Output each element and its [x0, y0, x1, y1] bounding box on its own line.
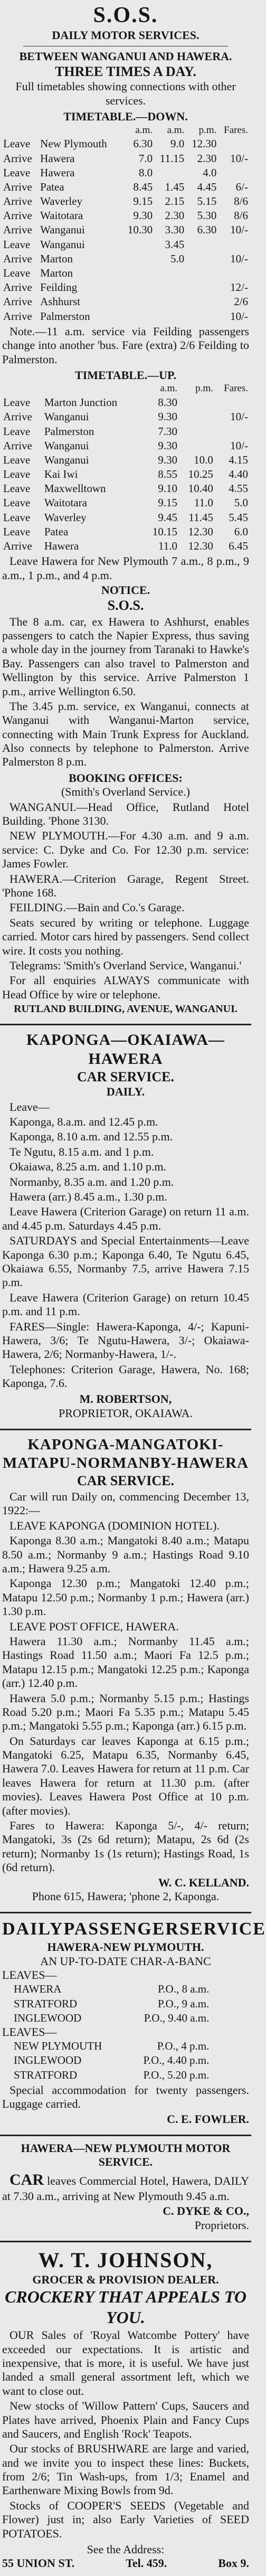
timetable-cell	[214, 395, 249, 410]
sos-down-header	[2, 124, 249, 137]
ad-divider	[0, 2135, 251, 2136]
daily-town: INGLEWOOD	[14, 2054, 82, 2067]
timetable-cell: Arrive	[3, 295, 32, 308]
timetable-cell	[185, 252, 217, 266]
col-head: p.m.	[195, 383, 213, 394]
timetable-row	[2, 525, 249, 539]
timetable-row	[2, 280, 249, 295]
timetable-cell: 8/6	[234, 195, 248, 208]
timetable-cell: Wanganui	[40, 223, 85, 237]
timetable-cell: 11.45	[188, 511, 213, 524]
timetable-cell: Ashhurst	[40, 295, 80, 308]
timetable-cell: 9.30	[158, 439, 178, 452]
timetable-cell: 10/-	[230, 252, 248, 265]
timetable-cell: Leave	[3, 166, 31, 179]
timetable-cell: 12.30	[192, 137, 217, 150]
timetable-cell: 8.0	[138, 166, 153, 179]
mangatoki-line: Hawera 11.30 a.m.; Normanby 11.45 a.m.; Hastings Road 11.50 a.m.; Maori Fa 12.5 p.m.; Matapu 12.15 p.m.; Mangatoki 12.25 p.m.; Kaponga (arr.) 12.40 p.m.	[2, 1634, 249, 1690]
timetable-cell: Patea	[40, 180, 64, 193]
daily-row	[13, 1982, 210, 1996]
timetable-row	[2, 439, 249, 453]
daily-town: INGLEWOOD	[14, 2011, 82, 2024]
timetable-cell	[154, 295, 185, 309]
kaponga-line: Te Ngutu, 8.15 a.m. and 1 p.m.	[10, 1145, 154, 1158]
kaponga-subtitle: CAR SERVICE.	[77, 1069, 174, 1085]
daily-title-right: SERVICE	[179, 1919, 266, 1939]
timetable-cell	[121, 266, 154, 280]
kaponga-line: FARES—Single: Hawera-Kaponga, 4/-; Kapuni-Hawera, 3/6; Te Ngutu-Hawera, 3/-; Okaiawa-Hawera, 2/6; Normanby-Hawera, 1/-.	[2, 1319, 249, 1361]
daily-title-left: DAILY	[2, 1919, 64, 1939]
timetable-cell	[121, 309, 154, 324]
kaponga-proprietor-line: PROPRIETOR, OKAIAWA.	[59, 1406, 193, 1420]
timetable-cell: 10/-	[230, 152, 248, 165]
timetable-cell: 6.30	[197, 223, 217, 237]
timetable-cell: Kai Iwi	[44, 468, 78, 481]
timetable-cell: Wanganui	[44, 453, 89, 466]
timetable-cell: 10.40	[188, 482, 213, 495]
sos-ad	[0, 0, 251, 1021]
timetable-row	[2, 223, 249, 237]
timetable-cell: 9.0	[170, 137, 185, 150]
timetable-cell: 1.45	[165, 180, 185, 193]
timetable-cell: 12.30	[188, 540, 213, 552]
daily-time: P.O., 4.40 p.m.	[143, 2054, 210, 2067]
timetable-cell: 2.30	[165, 209, 185, 222]
timetable-cell: 5.0	[234, 496, 248, 509]
sos-up-table	[2, 382, 249, 553]
timetable-cell: New Plymouth	[40, 137, 107, 150]
kaponga-proprietor: M. ROBERTSON,	[79, 1392, 172, 1406]
daily-title-mid: PASSENGER	[63, 1919, 179, 1939]
ad-divider	[0, 2241, 251, 2242]
kaponga-line: Hawera (arr.) 8.45 a.m., 1.30 p.m.	[10, 1190, 167, 1204]
timetable-cell: 8.55	[158, 468, 178, 481]
timetable-row	[2, 152, 249, 166]
timetable-cell	[121, 280, 154, 295]
mangatoki-subtitle: CAR SERVICE.	[77, 1473, 174, 1488]
kaponga-line: SATURDAYS and Special Entertainments—Leave Kaponga 6.30 p.m.; Kaponga 6.40, Te Ngutu 6.45, Okaiawa 6.55, Normanby 7.5, arrive Hawera 7.15 p.m.	[2, 1234, 249, 1289]
johnson-paragraph: Our stocks of BRUSHWARE are large and varied, and we invite you to inspect these lines: Buckets, from 2/6; Tin Wash-ups, from 1/3; Enamel and Earthenware Mixing Bowls from 9d.	[2, 2442, 249, 2497]
johnson-box: Box 9.	[218, 2556, 249, 2570]
timetable-cell: Arrive	[3, 410, 32, 423]
mangatoki-ad	[0, 1433, 251, 1909]
timetable-row	[2, 309, 249, 324]
timetable-row	[2, 137, 249, 151]
sos-down-table	[2, 124, 249, 324]
timetable-row	[2, 467, 249, 482]
timetable-cell: 11.0	[158, 540, 178, 552]
daily-rows-2	[13, 2039, 210, 2082]
sos-up-header	[2, 382, 249, 395]
mangatoki-title: KAPONGA-MANGATOKI-MATAPU-NORMANBY-HAWERA	[2, 1436, 249, 1472]
timetable-cell: Leave	[3, 496, 31, 509]
timetable-cell	[185, 280, 217, 295]
timetable-cell: Wanganui	[40, 238, 85, 251]
timetable-cell	[214, 424, 249, 439]
timetable-cell: Marton Junction	[44, 396, 118, 409]
mangatoki-phones: Phone 615, Hawera; 'phone 2, Kaponga.	[32, 1889, 220, 1903]
booking-line: FEILDING.—Bain and Co.'s Garage.	[10, 901, 185, 914]
timetable-cell: Waitotara	[44, 496, 87, 509]
timetable-cell: Arrive	[3, 195, 32, 208]
timetable-cell: 6.30	[133, 137, 153, 150]
johnson-address: 55 UNION ST.	[2, 2556, 75, 2570]
timetable-cell: 9.30	[133, 209, 153, 222]
timetable-cell: 9.30	[158, 453, 178, 466]
daily-rows-1	[13, 1982, 210, 2025]
booking-line: Telegrams: 'Smith's Overland Service, Wanganui.'	[10, 958, 242, 972]
timetable-cell: Waverley	[40, 195, 83, 208]
johnson-reminder: See the Address:	[87, 2543, 165, 2556]
kaponga-line: Leave Hawera (Criterion Garage) on return 11 a.m. and 4.45 p.m. Saturdays 4.45 p.m.	[2, 1205, 249, 1232]
timetable-cell	[217, 166, 249, 180]
mangatoki-line: Fares to Hawera: Kaponga 5/-, 4/- return; Mangatoki, 3s (2s 6d return); Matapu, 2s 6d (2s return); Normanby 1s (1s return); Hastings Road, 1s (6d return).	[2, 1819, 249, 1874]
timetable-row	[2, 238, 249, 252]
timetable-cell: Leave	[3, 424, 31, 438]
timetable-cell: Arrive	[3, 180, 32, 193]
mangatoki-line: Kaponga 8.30 a.m.; Mangatoki 8.40 a.m.; Matapu 8.50 a.m.; Normanby 9 a.m.; Hastings Road 9.10 a.m.; Hawera 9.25 a.m.	[2, 1534, 249, 1575]
kaponga-line: Telephones: Criterion Garage, Hawera, No. 168; Kaponga, 7.6.	[2, 1362, 249, 1390]
timetable-cell: 4.55	[229, 482, 248, 495]
timetable-cell	[185, 309, 217, 324]
timetable-cell: 10/-	[230, 410, 248, 423]
timetable-cell: 5.15	[197, 195, 217, 208]
timetable-cell: 2.30	[197, 152, 217, 165]
daily-town: STRATFORD	[14, 2068, 78, 2081]
sos-booking-lines	[2, 800, 249, 1002]
timetable-cell: Waitotara	[40, 209, 83, 222]
timetable-cell: Wanganui	[44, 439, 89, 452]
sos-title: S.O.S.	[93, 3, 158, 27]
timetable-cell: Arrive	[3, 223, 32, 237]
timetable-cell: 9.15	[133, 195, 153, 208]
mangatoki-proprietor: W. C. KELLAND.	[158, 1875, 249, 1889]
mangatoki-lines	[2, 1519, 249, 1875]
timetable-row	[2, 252, 249, 266]
timetable-cell: Hawera	[40, 166, 75, 179]
johnson-tel: Tel. 459.	[126, 2556, 167, 2570]
timetable-cell: 10/-	[230, 309, 248, 323]
timetable-cell: 5.0	[170, 252, 185, 265]
daily-row	[13, 2011, 210, 2025]
johnson-trade: GROCER & PROVISION DEALER.	[32, 2272, 219, 2286]
timetable-cell	[217, 137, 249, 151]
timetable-cell	[121, 252, 154, 266]
timetable-cell: 9.45	[158, 511, 178, 524]
timetable-cell: 2.15	[165, 195, 185, 208]
timetable-row	[2, 511, 249, 525]
col-head: p.m.	[198, 124, 217, 136]
johnson-slogan: CROCKERY THAT APPEALS TO YOU.	[5, 2287, 246, 2327]
sos-notice-heading: NOTICE.	[101, 583, 150, 597]
timetable-cell: Leave	[3, 525, 31, 538]
sos-down-heading: TIMETABLE.—DOWN.	[63, 110, 188, 124]
timetable-cell: Feilding	[40, 281, 78, 294]
mangatoki-intro: Car will run Daily on, commencing December 13, 1922:—	[2, 1490, 249, 1517]
timetable-row	[2, 496, 249, 510]
daily-route: HAWERA-NEW PLYMOUTH.	[47, 1940, 204, 1954]
timetable-cell: 8.45	[133, 180, 153, 193]
timetable-row	[2, 539, 249, 553]
timetable-cell	[185, 295, 217, 309]
daily-town: NEW PLYMOUTH	[14, 2040, 102, 2053]
kaponga-line: Leave—	[10, 1100, 50, 1114]
sos-route: BETWEEN WANGANUI AND HAWERA.	[19, 49, 232, 63]
sos-down-note: Note.—11 a.m. service via Feilding passengers change into another 'bus. Fare (extra) 2/6 Feilding to Palmerston.	[2, 324, 249, 366]
timetable-cell: Arrive	[3, 439, 32, 452]
booking-line: Seats secured by writing or telephone. Luggage carried. Motor cars hired by passengers. Send collect wire. It costs you nothing.	[2, 916, 249, 957]
daily-title	[2, 1919, 266, 1940]
timetable-row	[2, 266, 249, 280]
timetable-cell	[178, 395, 214, 410]
timetable-cell: 3.30	[165, 223, 185, 237]
kaponga-line: Leave Hawera (Criterion Garage) on return 10.45 p.m. and 11 p.m.	[2, 1290, 249, 1318]
daily-intro: AN UP-TO-DATE CHAR-A-BANC	[40, 1954, 211, 1968]
timetable-cell: 4.40	[229, 468, 248, 481]
timetable-cell: Hawera	[44, 540, 79, 552]
col-head: Fares.	[224, 383, 248, 394]
johnson-paragraph: New stocks of 'Willow Pattern' Cups, Saucers and Plates have arrived, Phoenix Plain and Fancy Cups and Saucers, and English 'Rock' Teapots.	[2, 2399, 249, 2440]
johnson-ad	[0, 2245, 251, 2576]
daily-row	[13, 2053, 210, 2068]
ad-divider	[0, 1429, 251, 1430]
kaponga-ad	[0, 1028, 251, 1426]
timetable-cell: 12.30	[188, 525, 213, 538]
col-head: a.m.	[167, 124, 185, 136]
timetable-cell: Palmerston	[40, 309, 90, 323]
daily-row	[13, 2068, 210, 2082]
sos-subtitle: DAILY MOTOR SERVICES.	[52, 29, 200, 42]
sos-down-body	[2, 137, 249, 323]
timetable-row	[2, 482, 249, 496]
kaponga-lines	[2, 1100, 249, 1391]
daily-row	[13, 1997, 210, 2011]
timetable-cell	[154, 280, 185, 295]
motor-text	[2, 2171, 249, 2203]
timetable-row	[2, 209, 249, 223]
kaponga-daily: DAILY.	[106, 1085, 145, 1099]
timetable-row	[2, 410, 249, 424]
timetable-row	[2, 424, 249, 439]
daily-time: P.O., 5.20 p.m.	[143, 2068, 210, 2081]
timetable-cell	[154, 266, 185, 280]
motor-text-body: leaves Commercial Hotel, Hawera, DAILY at 7.30 a.m., arriving at New Plymouth 9.45 a.m.	[2, 2174, 249, 2203]
ad-divider	[0, 1912, 251, 1913]
daily-town: HAWERA	[14, 1983, 62, 1996]
johnson-paragraph: OUR Sales of 'Royal Watcombe Pottery' have exceeded our expectations. It is artistic and inexpensive, that is more, it is useful. We have just landed a small general assortment left, which we want to close out.	[2, 2328, 249, 2398]
timetable-row	[2, 166, 249, 180]
johnson-name: W. T. JOHNSON,	[38, 2248, 213, 2272]
timetable-cell: 8.30	[158, 396, 178, 409]
ad-divider	[0, 1024, 251, 1025]
sos-up-note: Leave Hawera for New Plymouth 7 a.m., 8 p.m., 9 a.m., 1 p.m., and 4 p.m.	[2, 554, 249, 582]
mangatoki-line: Kaponga 12.30 p.m.; Mangatoki 12.40 p.m.; Matapu 12.50 p.m.; Normanby 1 p.m.; Hawera (arr.) 1.30 p.m.	[2, 1577, 249, 1618]
timetable-cell: 10.15	[152, 525, 178, 538]
timetable-cell: 10.30	[127, 223, 153, 237]
motor-text-lead: CAR	[10, 2171, 44, 2188]
sos-frequency: THREE TIMES A DAY.	[55, 64, 196, 80]
timetable-cell: Leave	[3, 267, 31, 280]
col-head: Fares.	[224, 124, 248, 136]
daily-row	[13, 2039, 210, 2053]
col-head: a.m.	[135, 124, 153, 136]
timetable-cell: Leave	[3, 511, 31, 524]
johnson-address-line	[2, 2556, 249, 2570]
timetable-cell: 10/-	[230, 439, 248, 452]
timetable-cell: Palmerston	[44, 424, 94, 438]
booking-line: HAWERA.—Criterion Garage, Regent Street. 'Phone 168.	[2, 872, 249, 899]
timetable-cell: 9.15	[158, 496, 178, 509]
timetable-cell: 5.45	[229, 511, 248, 524]
timetable-cell	[185, 238, 217, 252]
timetable-cell: 6.0	[234, 525, 248, 538]
sos-up-body	[2, 395, 249, 553]
sos-head-office: RUTLAND BUILDING, AVENUE, WANGANUI.	[14, 1003, 238, 1015]
timetable-row	[2, 453, 249, 467]
motor-proprietor-sub: Proprietors.	[194, 2218, 249, 2232]
timetable-cell: Maxwelltown	[44, 482, 106, 495]
mangatoki-line: Hawera 5.0 p.m.; Normanby 5.15 p.m.; Hastings Road 5.20 p.m.; Maori Fa 5.35 p.m.; Matapu 5.45 p.m.; Mangatoki 5.55 p.m.; Kaponga (arr.) 6.15 p.m.	[2, 1691, 249, 1733]
sos-up-heading: TIMETABLE.—UP.	[75, 368, 176, 382]
daily-time: P.O., 8 a.m.	[157, 1983, 210, 1996]
sos-booking-sub: (Smith's Overland Service.)	[61, 785, 191, 799]
timetable-cell	[121, 238, 154, 252]
timetable-cell: Arrive	[3, 152, 32, 165]
kaponga-line: Kaponga, 8.10 a.m. and 12.55 p.m.	[10, 1130, 173, 1144]
timetable-cell	[217, 266, 249, 280]
timetable-cell: Arrive	[3, 281, 32, 294]
timetable-row	[2, 180, 249, 194]
daily-table-2	[13, 2039, 210, 2082]
timetable-cell: Wanganui	[44, 410, 89, 423]
timetable-row	[2, 395, 249, 410]
timetable-row	[2, 295, 249, 309]
mangatoki-line: LEAVE POST OFFICE, HAWERA.	[10, 1619, 179, 1633]
booking-line: WANGANUI.—Head Office, Rutland Hotel Building. 'Phone 3130.	[2, 800, 249, 828]
timetable-cell: 9.10	[158, 482, 178, 495]
timetable-cell	[178, 410, 214, 424]
daily-proprietor: C. E. FOWLER.	[167, 2112, 249, 2126]
daily-town: STRATFORD	[14, 1997, 78, 2010]
timetable-cell: 7.0	[138, 152, 153, 165]
timetable-cell: Marton	[40, 252, 73, 265]
daily-leaves-2: LEAVES—	[2, 2025, 57, 2039]
timetable-cell: 10.25	[188, 468, 213, 481]
timetable-cell: Leave	[3, 238, 31, 251]
timetable-cell: Leave	[3, 453, 31, 466]
timetable-cell: 12/-	[230, 281, 248, 294]
kaponga-line: Okaiawa, 8.25 a.m. and 1.10 p.m.	[10, 1160, 166, 1174]
sos-notice-title: S.O.S.	[107, 598, 144, 614]
mangatoki-line: On Saturdays car leaves Kaponga at 6.15 p.m.; Mangatoki 6.25, Matapu 6.35, Normanby 6.45, Hawera 7.0. Leaves Hawera for return at 11 p.m. Car leaves Hawera for return at 11.30 p.m. (after movies). Leaves Hawera Post Office at 10 p.m. (after movies).	[2, 1734, 249, 1817]
motor-proprietor: C. DYKE & CO.,	[163, 2204, 249, 2218]
daily-service-ad	[0, 1917, 266, 2131]
daily-special: Special accommodation for twenty passengers. Luggage carried.	[2, 2083, 249, 2111]
timetable-cell	[185, 266, 217, 280]
timetable-cell	[178, 424, 214, 439]
timetable-cell: 10/-	[230, 223, 248, 237]
johnson-paragraphs	[2, 2328, 249, 2541]
timetable-cell	[178, 439, 214, 453]
timetable-cell: 9.30	[158, 410, 178, 423]
timetable-cell: 11.15	[159, 152, 185, 165]
timetable-cell	[154, 166, 185, 180]
timetable-cell: Arrive	[3, 309, 32, 323]
sos-notice-text: The 8 a.m. car, ex Hawera to Ashhurst, enables passengers to catch the Napier Express, thus saving a whole day in the journey from Taranaki to Hawke's Bay. Passengers can also travel to Palmerston and Wellington by this service. Arrive Palmerston 1 p.m., arrive Wellington 6.50.	[2, 615, 249, 698]
timetable-cell: 10.0	[194, 453, 213, 466]
daily-time: P.O., 9 a.m.	[157, 1997, 210, 2010]
timetable-cell: 11.0	[194, 496, 213, 509]
motor-title: HAWERA—NEW PLYMOUTH MOTOR SERVICE.	[21, 2141, 231, 2169]
timetable-cell: 8/6	[234, 209, 248, 222]
sos-note-connections: Full timetables showing connections with other services.	[15, 80, 236, 107]
timetable-cell: Arrive	[3, 209, 32, 222]
kaponga-title: KAPONGA—OKAIAWA—HAWERA	[26, 1031, 225, 1068]
timetable-cell: 5.30	[197, 209, 217, 222]
timetable-row	[2, 194, 249, 209]
daily-time: P.O., 9.40 a.m.	[144, 2011, 210, 2024]
timetable-cell: 4.45	[197, 180, 217, 193]
timetable-cell: Waverley	[44, 511, 87, 524]
timetable-cell	[154, 309, 185, 324]
timetable-cell: Hawera	[40, 152, 75, 165]
timetable-cell	[121, 295, 154, 309]
timetable-cell: 3.45	[165, 238, 185, 251]
timetable-cell: 2/6	[234, 295, 248, 308]
timetable-cell: 7.30	[158, 424, 178, 438]
booking-line: NEW PLYMOUTH.—For 4.30 a.m. and 9 a.m. service: C. Dyke and Co. For 12.30 p.m. service: James Fowler.	[2, 829, 249, 871]
timetable-cell: Leave	[3, 482, 31, 495]
johnson-paragraph: Stocks of COOPER'S SEEDS (Vegetable and Flower) just in; also Early Varieties of SEED POTATOES.	[2, 2498, 249, 2540]
timetable-cell	[217, 238, 249, 252]
daily-table-1	[13, 1982, 210, 2025]
timetable-cell: 4.15	[229, 453, 248, 466]
sos-booking-heading: BOOKING OFFICES:	[69, 771, 183, 785]
timetable-cell: Arrive	[3, 252, 32, 265]
timetable-cell: 6/-	[235, 180, 248, 193]
timetable-cell: Leave	[3, 137, 31, 150]
timetable-cell: Leave	[3, 396, 31, 409]
timetable-cell: 6.45	[229, 540, 248, 552]
sos-notice-text-2: The 3.45 p.m. service, ex Wanganui, connects at Wanganui with Wanganui-Marton service, connecting with Main Trunk Express for Auckland. Also connects by telephone to Palmerston. Arrive Palmerston 8 p.m.	[2, 699, 249, 769]
kaponga-line: Normanby, 8.35 a.m. and 1.20 p.m.	[10, 1175, 174, 1188]
timetable-cell: 4.0	[203, 166, 217, 179]
timetable-cell: Leave	[3, 468, 31, 481]
timetable-cell: Arrive	[3, 540, 32, 552]
daily-leaves-1: LEAVES—	[2, 1968, 57, 1981]
timetable-cell: Marton	[40, 267, 73, 280]
mangatoki-line: LEAVE KAPONGA (DOMINION HOTEL).	[10, 1518, 220, 1532]
timetable-cell: Patea	[44, 525, 69, 538]
booking-line: For all enquiries ALWAYS communicate with Head Office by wire or telephone.	[2, 974, 249, 1001]
kaponga-line: Kaponga, 8.a.m. and 12.45 p.m.	[10, 1115, 158, 1129]
col-head: a.m.	[160, 383, 178, 394]
motor-service-ad	[0, 2139, 251, 2238]
daily-time: P.O., 4 p.m.	[157, 2040, 210, 2053]
